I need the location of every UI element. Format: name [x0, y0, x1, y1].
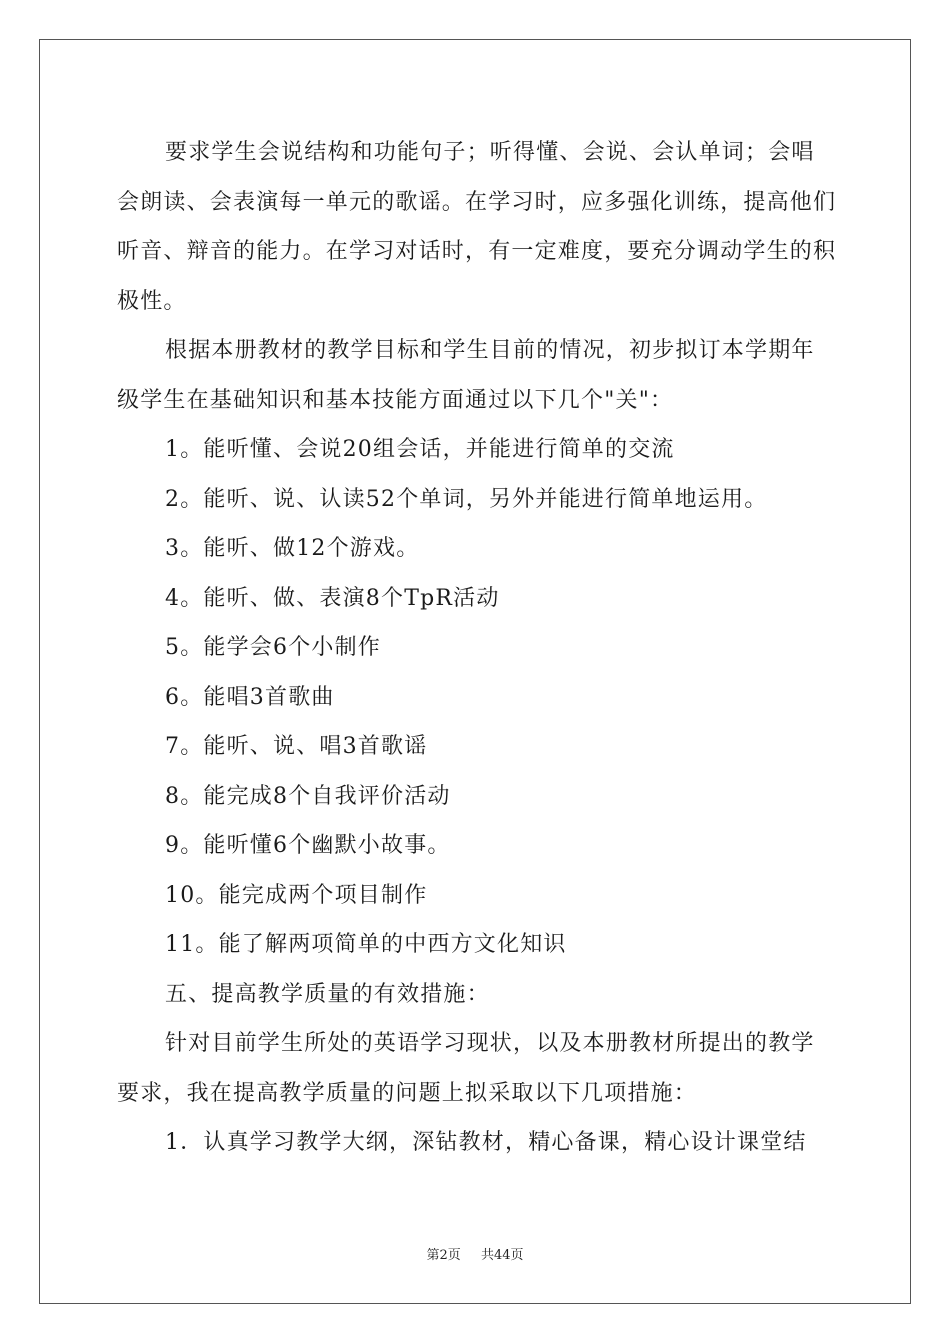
list-item-8: 8。能完成8个自我评价活动	[165, 783, 451, 809]
list-item-3: 3。能听、做12个游戏。	[165, 536, 420, 561]
list-item-5: 5。能学会6个小制作	[165, 635, 381, 660]
document-body	[117, 128, 837, 1168]
list-item-4: 4。能听、做、表演8个TpR活动	[165, 585, 500, 611]
list-item-1: 1。能听懂、会说20组会话，并能进行简单的交流	[165, 437, 675, 462]
section-heading: 五、提高教学质量的有效措施：	[165, 981, 490, 1007]
paragraph-plan-intro: 根据本册教材的教学目标和学生目前的情况，初步拟订本学期年级学生在基础知识和基本技能方面通过以下几个"关"：	[117, 338, 815, 413]
list-item-9: 9。能听懂6个幽默小故事。	[165, 833, 451, 858]
page-footer	[0, 1244, 950, 1263]
list-item-11: 11。能了解两项简单的中西方文化知识	[165, 932, 567, 957]
paragraph-requirements: 要求学生会说结构和功能句子；听得懂、会说、会认单词；会唱会朗读、会表演每一单元的歌谣。在学习时，应多强化训练，提高他们听音、辩音的能力。在学习对话时，有一定难度，要充分调动学生的积极性。	[117, 140, 837, 314]
list-item-2: 2。能听、说、认读52个单词，另外并能进行简单地运用。	[165, 486, 768, 512]
measure-item-1: 1．认真学习教学大纲，深钻教材，精心备课，精心设计课堂结	[165, 1130, 807, 1155]
paragraph-measures-intro: 针对目前学生所处的英语学习现状，以及本册教材所提出的教学要求，我在提高教学质量的问题上拟采取以下几项措施：	[117, 1031, 815, 1106]
total-pages: 共44页	[480, 1248, 524, 1263]
list-item-10: 10。能完成两个项目制作	[165, 882, 428, 908]
list-item-7: 7。能听、说、唱3首歌谣	[165, 734, 428, 759]
list-item-6: 6。能唱3首歌曲	[165, 684, 335, 710]
page-number: 第2页	[426, 1248, 461, 1263]
